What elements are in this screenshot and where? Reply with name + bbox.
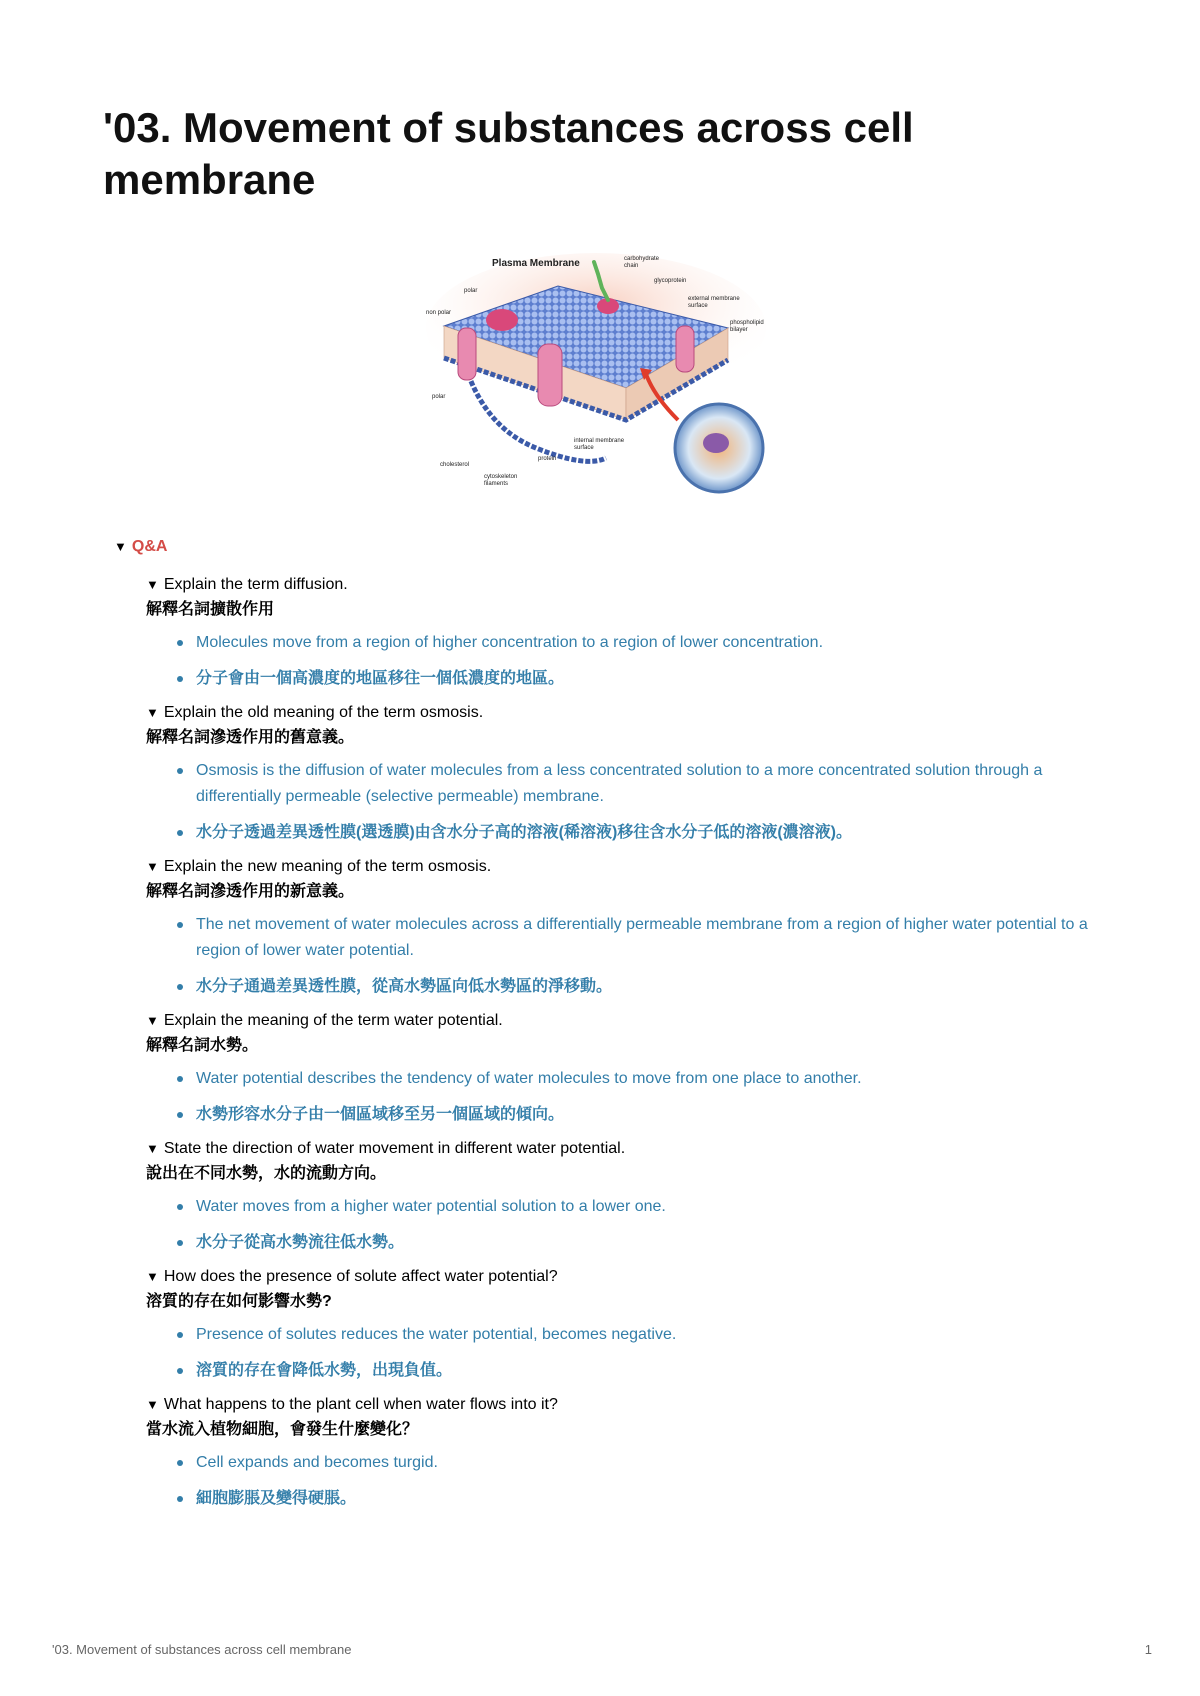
label-cytoskeleton: cytoskeleton xyxy=(484,474,518,480)
answer-item-zh: 溶質的存在會降低水勢，出現負值。 xyxy=(146,1358,1106,1384)
question-toggle[interactable] xyxy=(146,1264,1106,1314)
question-text-en: Explain the new meaning of the term osmosis. xyxy=(163,858,492,875)
answer-item-en: Molecules move from a region of higher concentration to a region of lower concentration. xyxy=(146,630,1106,656)
question-text-en: What happens to the plant cell when water flows into it? xyxy=(163,1396,558,1413)
toggle-triangle-icon[interactable]: ▼ xyxy=(146,859,159,874)
footer-title: '03. Movement of substances across cell membrane xyxy=(52,1642,352,1657)
label-internal-surface: surface xyxy=(574,445,594,451)
page-title: '03. Movement of substances across cell membrane xyxy=(103,104,914,203)
question-text-zh: 溶質的存在如何影響水勢? xyxy=(146,1293,332,1310)
question-text-zh: 解釋名詞擴散作用 xyxy=(146,601,275,618)
toggle-triangle-icon[interactable]: ▼ xyxy=(146,705,159,720)
toggle-triangle-icon[interactable]: ▼ xyxy=(146,1269,159,1284)
toggle-triangle-icon[interactable]: ▼ xyxy=(146,577,159,592)
answer-item-en: The net movement of water molecules across a differentially permeable membrane from a region of higher water potential to a region of lower water potential. xyxy=(146,912,1106,964)
label-filaments: filaments xyxy=(484,481,509,487)
label-polar-top: polar xyxy=(464,288,478,294)
toggle-triangle-icon[interactable]: ▼ xyxy=(146,1013,159,1028)
question-toggle[interactable] xyxy=(146,700,1106,750)
answer-item-en: Osmosis is the diffusion of water molecules from a less concentrated solution to a more concentrated solution through a differentially permeable (selective permeable) membrane. xyxy=(146,758,1106,810)
answer-item-zh: 水分子透過差異透性膜(選透膜)由含水分子高的溶液(稀溶液)移往含水分子低的溶液(濃溶液)。 xyxy=(146,820,1106,846)
label-bilayer: bilayer xyxy=(730,327,748,333)
question-toggle[interactable] xyxy=(146,1136,1106,1186)
label-non-polar: non polar xyxy=(426,310,452,316)
label-protein: protein xyxy=(538,456,557,462)
label-external-surface: surface xyxy=(688,303,708,309)
channel-protein-center xyxy=(538,344,562,406)
label-glycoprotein: glycoprotein xyxy=(654,278,687,284)
answer-list xyxy=(146,1194,1106,1256)
qa-list xyxy=(146,572,1106,1512)
question-toggle[interactable] xyxy=(146,1008,1106,1058)
question-toggle[interactable] xyxy=(146,572,1106,622)
answer-item-zh: 分子會由一個高濃度的地區移往一個低濃度的地區。 xyxy=(146,666,1106,692)
answer-item-en: Presence of solutes reduces the water potential, becomes negative. xyxy=(146,1322,1106,1348)
answer-item-en: Cell expands and becomes turgid. xyxy=(146,1450,1106,1476)
diagram-heading: Plasma Membrane xyxy=(492,258,580,269)
surface-protein xyxy=(486,309,518,331)
answer-list xyxy=(146,1322,1106,1384)
question-text-en: Explain the meaning of the term water potential. xyxy=(163,1012,503,1029)
label-cholesterol: cholesterol xyxy=(440,462,470,468)
question-toggle[interactable] xyxy=(146,854,1106,904)
qa-toggle[interactable] xyxy=(114,538,167,556)
qa-toggle-label: Q&A xyxy=(131,538,168,555)
label-phospholipid: phospholipid xyxy=(730,320,764,326)
label-external-membrane: external membrane xyxy=(688,296,740,302)
label-carbohydrate: carbohydrate xyxy=(624,256,660,262)
question-text-en: State the direction of water movement in different water potential. xyxy=(163,1140,626,1157)
answer-item-en: Water potential describes the tendency of water molecules to move from one place to another. xyxy=(146,1066,1106,1092)
question-text-zh: 解釋名詞滲透作用的新意義。 xyxy=(146,883,355,900)
label-internal-membrane: internal membrane xyxy=(574,438,625,444)
question-toggle[interactable] xyxy=(146,1392,1106,1442)
question-text-zh: 當水流入植物細胞，會發生什麼變化？ xyxy=(146,1421,419,1438)
toggle-triangle-icon[interactable]: ▼ xyxy=(146,1141,159,1156)
answer-item-zh: 水勢形容水分子由一個區域移至另一個區域的傾向。 xyxy=(146,1102,1106,1128)
question-text-en: How does the presence of solute affect water potential? xyxy=(163,1268,558,1285)
answer-list xyxy=(146,1450,1106,1512)
answer-item-zh: 水分子通過差異透性膜，從高水勢區向低水勢區的淨移動。 xyxy=(146,974,1106,1000)
question-text-zh: 說出在不同水勢，水的流動方向。 xyxy=(146,1165,387,1182)
plasma-membrane-diagram xyxy=(426,248,778,508)
answer-list xyxy=(146,912,1106,1000)
plasma-membrane-figure xyxy=(426,248,778,508)
question-text-en: Explain the term diffusion. xyxy=(163,576,348,593)
answer-item-zh: 細胞膨脹及變得硬脹。 xyxy=(146,1486,1106,1512)
label-chain: chain xyxy=(624,263,639,269)
page-number: 1 xyxy=(1144,1642,1152,1657)
channel-protein-left xyxy=(458,328,476,380)
answer-list xyxy=(146,1066,1106,1128)
toggle-triangle-icon[interactable]: ▼ xyxy=(146,1397,159,1412)
cell-nucleus xyxy=(703,433,729,453)
answer-list xyxy=(146,630,1106,692)
label-polar-bottom: polar xyxy=(432,394,446,400)
answer-item-zh: 水分子從高水勢流往低水勢。 xyxy=(146,1230,1106,1256)
channel-protein-right xyxy=(676,326,694,372)
toggle-triangle-icon[interactable]: ▼ xyxy=(114,539,127,554)
answer-list xyxy=(146,758,1106,846)
answer-item-en: Water moves from a higher water potential solution to a lower one. xyxy=(146,1194,1106,1220)
question-text-en: Explain the old meaning of the term osmosis. xyxy=(163,704,484,721)
question-text-zh: 解釋名詞水勢。 xyxy=(146,1037,259,1054)
question-text-zh: 解釋名詞滲透作用的舊意義。 xyxy=(146,729,355,746)
